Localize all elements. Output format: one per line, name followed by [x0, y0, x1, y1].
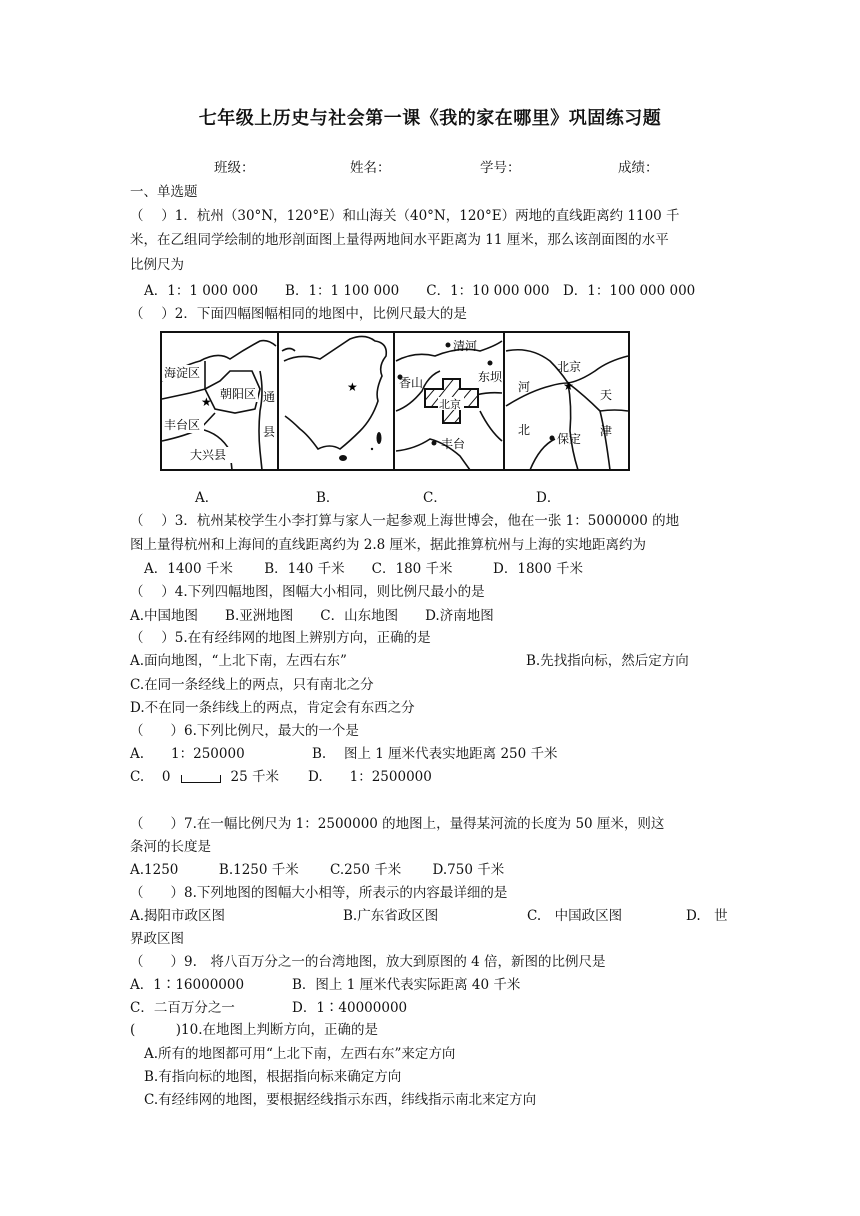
question-10-option-c: C.有经纬网的地图，要根据经线指示东西，纬线指示南北来定方向: [144, 1092, 537, 1108]
question-7-line-2: 条河的长度是: [130, 839, 211, 855]
question-3-options: A．1400 千米 B．140 千米 C．180 千米 D．1800 千米: [144, 561, 584, 577]
question-7-options: A.1250 B.1250 千米 C.250 千米 D.750 千米: [130, 862, 505, 878]
map-d-he: 河: [518, 380, 531, 394]
score-label: 成绩：: [618, 160, 659, 176]
question-9-option-a: A．1∶16000000: [130, 977, 245, 993]
map-d-bei: 北: [518, 423, 531, 437]
map-caption-d: D．: [536, 490, 561, 506]
map-a-chaoyang: 朝阳区: [220, 387, 257, 401]
map-caption-c: C．: [423, 490, 447, 506]
question-6-option-b: B. 图上 1 厘米代表实地距离 250 千米: [312, 746, 558, 762]
map-b-china: [282, 336, 386, 449]
question-6-option-d: D. 1：2500000: [308, 769, 432, 785]
id-label: 学号：: [480, 160, 521, 176]
question-10-option-b: B.有指向标的地图，根据指向标来确定方向: [144, 1069, 402, 1085]
question-3-line-1: （ ）3．杭州某校学生小李打算与家人一起参观上海世博会，他在一张 1：5000000 的地: [130, 513, 680, 529]
map-a-fengtai: 丰台区: [164, 418, 201, 432]
map-c-fengtai: 丰台: [441, 437, 466, 451]
map-a-daxing: 大兴县: [190, 448, 227, 462]
map-caption-b: B．: [316, 490, 340, 506]
question-5-option-d: D.不在同一条纬线上的两点，肯定会有东西之分: [130, 700, 415, 716]
map-caption-a: A．: [195, 490, 219, 506]
map-c-beijing: 北京: [439, 398, 461, 411]
map-d-jin: 津: [600, 424, 613, 438]
question-6-text: （ ）6.下列比例尺，最大的一个是: [130, 723, 359, 739]
map-d-baoding: 保定: [557, 432, 582, 446]
map-a-haidian: 海淀区: [164, 366, 201, 380]
question-5-option-b: B.先找指向标，然后定方向: [526, 653, 689, 669]
question-9-option-c: C．二百万分之一: [130, 1000, 235, 1016]
question-2-text: （ ）2．下面四幅图幅相同的地图中，比例尺最大的是: [130, 306, 467, 322]
map-b-hainan: [339, 455, 347, 461]
class-label: 班级：: [214, 160, 255, 176]
question-6-option-c-start: C. 0: [130, 769, 171, 785]
question-1-options: A．1：1 000 000 B．1：1 100 000 C．1：10 000 000 D．1：100 000 000: [144, 283, 696, 299]
question-5-text: （ ）5.在有经纬网的地图上辨别方向，正确的是: [130, 630, 431, 646]
question-4-text: （ ）4.下列四幅地图，图幅大小相同，则比例尺最小的是: [130, 584, 485, 600]
map-d-star-icon: ★: [563, 379, 574, 393]
map-d-tian: 天: [600, 388, 613, 402]
map-c-xiangshan: 香山: [399, 376, 424, 390]
map-a-tong: 通: [263, 390, 276, 404]
question-4-options: A.中国地图 B.亚洲地图 C．山东地图 D.济南地图: [130, 608, 494, 624]
question-1-line-2: 米，在乙组同学绘制的地形剖面图上量得两地间水平距离为 11 厘米，那么该剖面图的水平: [130, 232, 669, 248]
question-9-option-d: D．1∶40000000: [292, 1000, 408, 1016]
question-1-line-1: （ ）1．杭州（30°N，120°E）和山海关（40°N，120°E）两地的直线距离约 1100 千: [130, 208, 680, 224]
question-9-text: （ ）9. 将八百万分之一的台湾地图，放大到原图的 4 倍，新图的比例尺是: [130, 954, 606, 970]
map-a-star-icon: ★: [201, 395, 212, 409]
scale-bar-icon: [181, 775, 221, 783]
question-8-line-2: 界政区图: [130, 931, 184, 947]
question-7-line-1: （ ）7.在一幅比例尺为 1：2500000 的地图上，量得某河流的长度为 50 厘米，则这: [130, 816, 665, 832]
question-1-line-3: 比例尺为: [130, 257, 184, 273]
question-5-option-a: A.面向地图，“上北下南，左西右东”: [130, 653, 347, 669]
section-heading: 一、单选题: [130, 184, 198, 200]
map-d-beijing: 北京: [557, 360, 582, 374]
question-8-option-c: C. 中国政区图: [527, 908, 623, 924]
map-c-qinghe: 清河: [453, 339, 478, 353]
question-9-option-b: B．图上 1 厘米代表实际距离 40 千米: [292, 977, 521, 993]
question-3-line-2: 图上量得杭州和上海间的直线距离约为 2.8 厘米，据此推算杭州与上海的实地距离约为: [130, 537, 647, 553]
question-10-option-a: A.所有的地图都可用“上北下南，左西右东”来定方向: [144, 1046, 456, 1062]
question-8-text: （ ）8.下列地图的图幅大小相等，所表示的内容最详细的是: [130, 885, 508, 901]
map-a-xian: 县: [263, 425, 276, 439]
map-c-dongba: 东坝: [478, 370, 503, 384]
question-8-option-a: A.揭阳市政区图: [130, 908, 226, 924]
question-10-text: ( )10.在地图上判断方向，正确的是: [130, 1022, 379, 1038]
question-6-option-a: A. 1：250000: [130, 746, 245, 762]
map-b-star-icon: ★: [347, 380, 358, 394]
question-6-option-c: [130, 768, 279, 786]
worksheet-title: 七年级上历史与社会第一课《我的家在哪里》巩固练习题: [198, 108, 662, 129]
question-5-option-c: C.在同一条经线上的两点，只有南北之分: [130, 677, 374, 693]
question-8-option-d: D. 世: [686, 908, 728, 924]
question-6-option-c-end: 25 千米: [230, 769, 280, 785]
map-b-taiwan: [377, 432, 382, 444]
name-label: 姓名：: [350, 160, 391, 176]
question-8-option-b: B.广东省政区图: [343, 908, 439, 924]
four-maps-figure: [160, 331, 630, 471]
